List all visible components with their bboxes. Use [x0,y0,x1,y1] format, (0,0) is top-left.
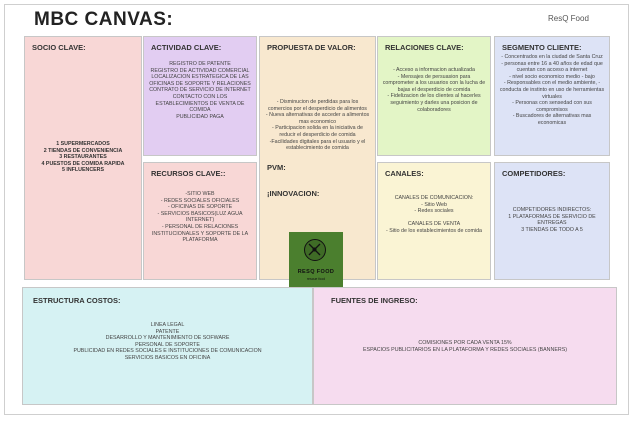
list-line: - Responsables con el medio ambiente, -conducta de instinto en uso de herramientas virtuales [499,80,605,100]
competidores-box[interactable] [494,162,610,280]
fuentes-ingreso-title: FUENTES DE INGRESO: [331,296,418,305]
list-line: 5 INFLUENCERS [61,167,105,174]
list-line: PERSONAL DE SOPORTE [135,341,200,348]
list-line: -SITIO WEB [185,191,215,197]
list-line: 3 TIENDAS DE TODO A 5 [521,226,583,233]
estructura-costos-title: ESTRUCTURA COSTOS: [33,296,121,305]
relaciones-clave-box[interactable] [377,36,491,156]
segmento-cliente-title: SEGMENTO CLIENTE: [502,43,582,52]
actividad-clave-box[interactable] [143,36,257,156]
list-line: COMPETIDORES INDIRECTOS: [512,207,592,213]
list-line: - Acceso a informacion actualizada [393,67,475,73]
list-line [382,215,486,222]
list-line: 2 TIENDAS DE CONVENIENCIA [43,147,123,154]
list-line: DESARROLLO Y MANTENIMIENTO DE SOFWARE [105,335,230,342]
list-line: - Personas con sensedad con sus compromisos [512,100,592,113]
resq-food-logo [289,232,343,288]
canales-title: CANALES: [385,169,424,178]
logo-name: RESQ FOOD [297,269,335,275]
list-line: 4 PUESTOS DE COMIDA RAPIDA [41,160,125,167]
actividad-clave-list [148,61,252,120]
competidores-list [499,207,605,233]
list-line: - SERVICIOS BASICOS(LUZ AGUA INTERNET) [157,210,243,224]
page-title: MBC CANVAS: [34,9,174,30]
segmento-cliente-list [499,54,605,127]
socio-clave-box[interactable] [24,36,142,280]
relaciones-clave-list [382,67,486,113]
list-line: - Mensajes de persuasion para comprometer a los usuarios con la lucha de bajas el desperdicio de comida [382,73,486,93]
list-line: - Sitio de los establecimientos de comida [386,227,482,234]
brand-label: ResQ Food [548,14,589,23]
list-line: - Sitio Web [421,201,447,208]
actividad-clave-title: ACTIVIDAD CLAVE: [151,43,222,52]
list-line: LOCALIZACION ESTRATEGICA DE LAS OFICINAS DE SOPORTE Y RELACIONES [149,74,251,87]
list-line: - Participacion solida en la iniciativa de reducir el desperdicio de comida [272,125,363,138]
pvm-label: PVM: [267,163,286,172]
list-line: - Nueva alternativas de acceder a alimentos mas economico [265,112,370,125]
list-line: CANALES DE VENTA [407,221,461,228]
socio-clave-list [29,141,137,174]
list-line: - nivel socio economico medio - bajo [509,73,595,80]
innovacion-label: ¡INNOVACION: [267,189,320,198]
list-line: - Concentrados en la ciudad de Santa Cruz [501,54,603,60]
estructura-costos-list [27,322,308,362]
list-line: 1 PLATAFORMAS DE SERVICIO DE ENTREGAS [508,213,596,227]
list-line: - Redes sociales [414,208,454,215]
list-line: 3 RESTAURANTES [59,154,107,161]
list-line: PUBLICIDAD PAGA [176,113,224,120]
relaciones-clave-title: RELACIONES CLAVE: [385,43,464,52]
list-line: - Buscadores de alternativas mas economicas [512,113,592,126]
list-line: CONTRATO DE SERVICIO DE INTERNET [149,87,251,94]
list-line: -Facilidades digitales para el usuario y el establecimiento de comida [269,138,366,152]
propuesta-valor-list [264,99,371,152]
logo-tagline: rescue food [306,277,326,281]
fuentes-ingreso-box[interactable] [313,287,617,405]
recursos-clave-box[interactable] [143,162,257,280]
list-line: - Fidelizacion de los clientes al hacerles seguimiento y darles una posicion de colaboradores [387,93,481,113]
competidores-title: COMPETIDORES: [502,169,566,178]
estructura-costos-box[interactable] [22,287,313,405]
list-line: PATENTE [155,328,180,335]
list-line: - PERSONAL DE RELACIONES INSTITUCIONALES Y SOPORTE DE LA PLATAFORMA [151,223,249,244]
list-line: COMISIONES POR CADA VENTA 15% [418,340,512,346]
list-line: - personas entre 16 a 40 años de edad que cuentan con acceso a internet [501,60,603,74]
list-line: - Disminucion de perdidas para los comercios por el desperdicio de alimentos [268,99,367,112]
socio-clave-title: SOCIO CLAVE: [32,43,86,52]
list-line: CONTACTO CON LOS ESTABLECIMIENTOS DE VENTA DE COMIDA [155,93,245,114]
recursos-clave-title: RECURSOS CLAVE:: [151,169,226,178]
canales-list [382,195,486,235]
segmento-cliente-box[interactable] [494,36,610,156]
list-line: ESPACIOS PUBLICITARIOS EN LA PLATAFORMA Y REDES SOCIALES (BANNERS) [363,346,567,353]
list-line: - OFICINAS DE SOPORTE [167,204,233,211]
crossed-utensils-icon [304,239,326,261]
propuesta-valor-title: PROPUESTA DE VALOR: [267,43,356,52]
list-line: CANALES DE COMUNICACION: [394,195,474,201]
list-line: SERVICIOS BASICOS EN OFICINA [124,354,211,361]
list-line: - REDES SOCIALES OFICIALES [160,197,240,204]
list-line: REGISTRO DE PATENTE [169,61,231,67]
list-line: 1 SUPERMERCADOS [56,141,110,147]
fuentes-ingreso-list [318,340,612,353]
canales-box[interactable] [377,162,491,280]
list-line: LINEA LEGAL [150,322,185,328]
recursos-clave-list [148,191,252,244]
list-line: PUBLICIDAD EN REDES SOCIALES E INSTITUCIONES DE COMUNICACION [73,348,262,355]
list-line: REGISTRO DE ACTIVIDAD COMERCIAL [150,67,250,74]
